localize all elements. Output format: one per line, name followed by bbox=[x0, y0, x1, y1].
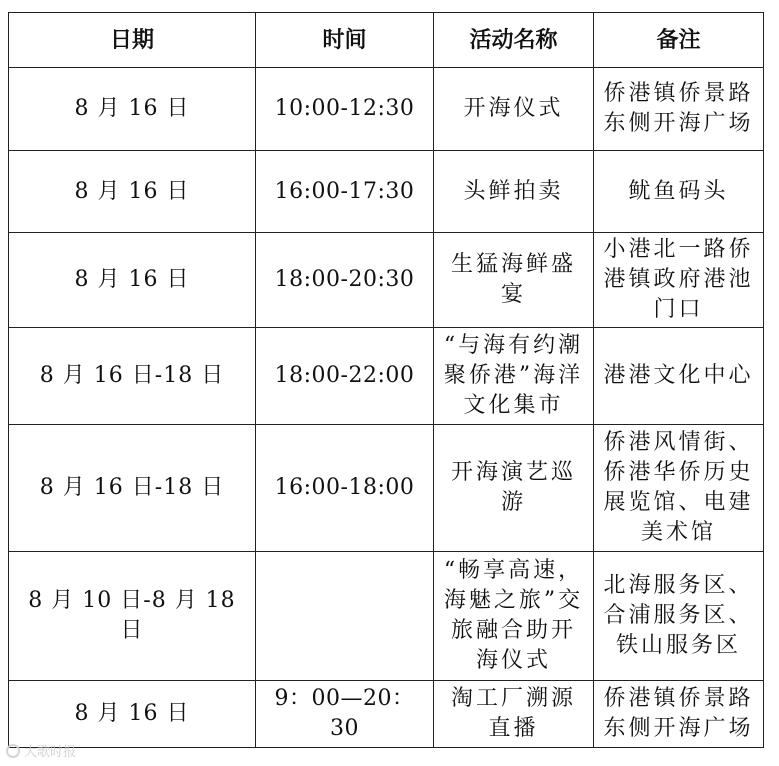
header-activity-name: 活动名称 bbox=[434, 13, 594, 68]
cell-notes: 鱿鱼码头 bbox=[594, 151, 764, 233]
table-row bbox=[9, 681, 764, 748]
table-header-row bbox=[9, 13, 764, 68]
cell-date: 8 月 16 日 bbox=[9, 68, 256, 151]
cell-date: 8 月 16 日 bbox=[9, 233, 256, 328]
cell-notes: 小港北一路侨港镇政府港池门口 bbox=[594, 233, 764, 328]
cell-activity-name: 开海演艺巡游 bbox=[434, 425, 594, 552]
table-row bbox=[9, 68, 764, 151]
cell-date: 8 月 16 日 bbox=[9, 151, 256, 233]
cell-date: 8 月 16 日 bbox=[9, 681, 256, 748]
table-row bbox=[9, 233, 764, 328]
cell-activity-name: “与海有约潮聚侨港”海洋文化集市 bbox=[434, 328, 594, 425]
cell-activity-name: 头鲜拍卖 bbox=[434, 151, 594, 233]
cell-date: 8 月 16 日-18 日 bbox=[9, 425, 256, 552]
cell-notes: 侨港镇侨景路东侧开海广场 bbox=[594, 68, 764, 151]
activity-schedule-table bbox=[8, 12, 764, 748]
cell-notes: 港港文化中心 bbox=[594, 328, 764, 425]
cell-activity-name: 生猛海鲜盛宴 bbox=[434, 233, 594, 328]
cell-time: 16:00-18:00 bbox=[256, 425, 434, 552]
cell-notes: 侨港风情街、侨港华侨历史展览馆、电建美术馆 bbox=[594, 425, 764, 552]
cell-date: 8 月 10 日-8 月 18 日 bbox=[9, 552, 256, 681]
header-notes: 备注 bbox=[594, 13, 764, 68]
cell-time: 16:00-17:30 bbox=[256, 151, 434, 233]
cell-activity-name: 开海仪式 bbox=[434, 68, 594, 151]
cell-time: 18:00-22:00 bbox=[256, 328, 434, 425]
cell-time: 9：00—20：30 bbox=[256, 681, 434, 748]
header-date: 日期 bbox=[9, 13, 256, 68]
cell-activity-name: “畅享高速，海魅之旅”交旅融合助开海仪式 bbox=[434, 552, 594, 681]
table-row bbox=[9, 425, 764, 552]
table-row bbox=[9, 552, 764, 681]
cell-date: 8 月 16 日-18 日 bbox=[9, 328, 256, 425]
cell-notes: 侨港镇侨景路东侧开海广场 bbox=[594, 681, 764, 748]
table-row bbox=[9, 328, 764, 425]
cell-time bbox=[256, 552, 434, 681]
cell-notes: 北海服务区、合浦服务区、铁山服务区 bbox=[594, 552, 764, 681]
watermark-text: 大歌时报 bbox=[24, 745, 77, 760]
cell-time: 10:00-12:30 bbox=[256, 68, 434, 151]
header-time: 时间 bbox=[256, 13, 434, 68]
cell-activity-name: 淘工厂溯源直播 bbox=[434, 681, 594, 748]
cell-time: 18:00-20:30 bbox=[256, 233, 434, 328]
table-row bbox=[9, 151, 764, 233]
watermark-logo-icon bbox=[6, 744, 20, 758]
watermark bbox=[6, 741, 76, 760]
